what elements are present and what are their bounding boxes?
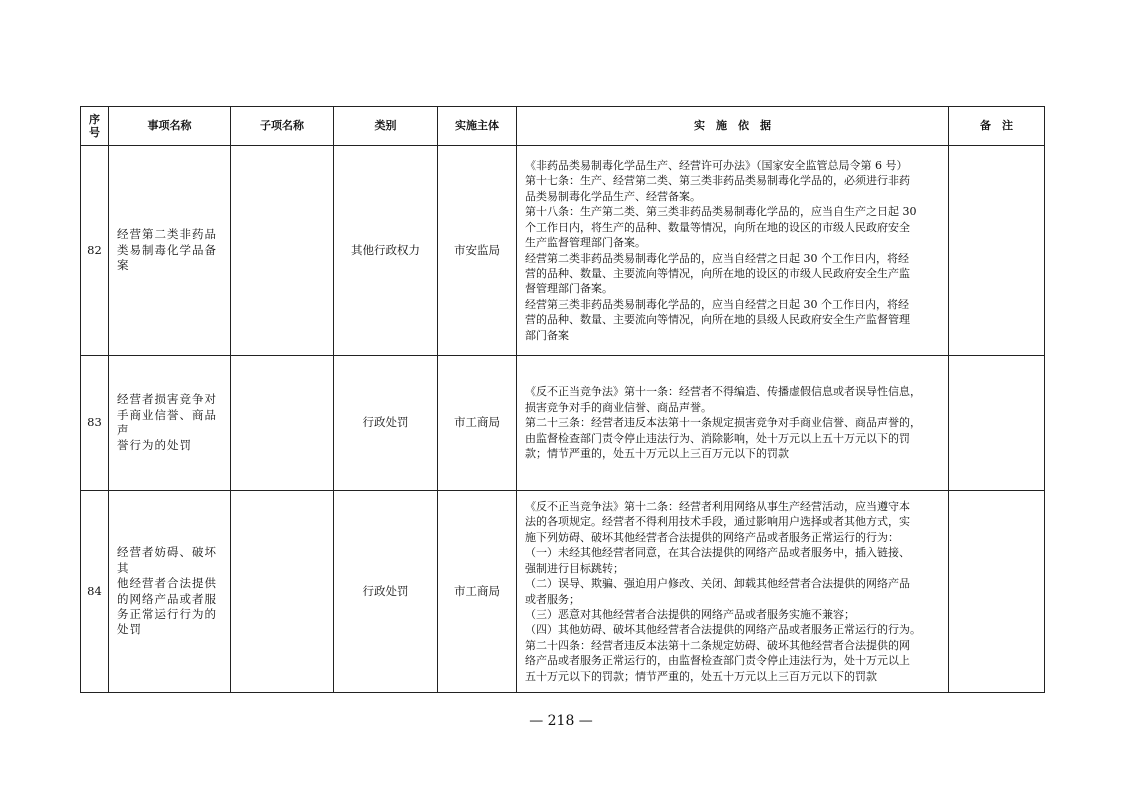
- row-basis: 《非药品类易制毒化学品生产、经营许可办法》（国家安全监管总局令第 6 号） 第十七条：生产、经营第二类、第三类非药品类易制毒化学品的，必须进行非药 品类易制毒化学品生产、经营备案。 第十八条：生产第二类、第三类非药品类易制毒化学品的，应当自生产之日起 30 个工作日内，将生产的品种、数量等情况，向所在地的设区的市级人民政府安全 生产监督管理部门备案。 经营第二类非药品类易制毒化学品的，应当自经营之日起 30 个工作日内，将经 营的品种、数量、主要流向等情况，向所在地的设区的市级人民政府安全生产监 督管理部门备案。 经营第三类非药品类易制毒化学品的，应当自经营之日起 30 个工作日内，将经 营的品种、数量、主要流向等情况，向所在地的县级人民政府安全生产监督管理 部门备案: [517, 146, 949, 356]
- row-agency: 市工商局: [438, 491, 517, 693]
- row-sub-item: [231, 146, 334, 356]
- table-row: [81, 356, 1045, 491]
- row-sub-item: [231, 491, 334, 693]
- items-table: [80, 106, 1045, 693]
- row-item-name: 经营者妨碍、破坏其 他经营者合法提供 的网络产品或者服 务正常运行行为的 处罚: [109, 491, 231, 693]
- row-sub-item: [231, 356, 334, 491]
- row-item-name: 经营第二类非药品 类易制毒化学品备 案: [109, 146, 231, 356]
- header-item-name: 事项名称: [109, 107, 231, 146]
- header-basis: 实 施 依 据: [517, 107, 949, 146]
- row-type: 其他行政权力: [334, 146, 438, 356]
- row-agency: 市安监局: [438, 146, 517, 356]
- table-row: [81, 491, 1045, 693]
- row-type: 行政处罚: [334, 356, 438, 491]
- header-type: 类别: [334, 107, 438, 146]
- header-agency: 实施主体: [438, 107, 517, 146]
- row-seq: 83: [81, 356, 109, 491]
- header-note: 备 注: [949, 107, 1045, 146]
- header-seq: 序 号: [81, 107, 109, 146]
- table-header-row: [81, 107, 1045, 146]
- page-number: — 218 —: [529, 713, 593, 729]
- row-note: [949, 356, 1045, 491]
- row-basis: 《反不正当竞争法》第十二条：经营者利用网络从事生产经营活动，应当遵守本 法的各项规定。经营者不得利用技术手段，通过影响用户选择或者其他方式，实 施下列妨碍、破坏其他经营者合法提供的网络产品或者服务正常运行的行为： （一）未经其他经营者同意，在其合法提供的网络产品或者服务中，插入链接、 强制进行目标跳转； （二）误导、欺骗、强迫用户修改、关闭、卸载其他经营者合法提供的网络产品 或者服务； （三）恶意对其他经营者合法提供的网络产品或者服务实施不兼容； （四）其他妨碍、破坏其他经营者合法提供的网络产品或者服务正常运行的行为。 第二十四条：经营者违反本法第十二条规定妨碍、破坏其他经营者合法提供的网 络产品或者服务正常运行的，由监督检查部门责令停止违法行为，处十万元以上 五十万元以下的罚款；情节严重的，处五十万元以上三百万元以下的罚款: [517, 491, 949, 693]
- row-type: 行政处罚: [334, 491, 438, 693]
- row-note: [949, 491, 1045, 693]
- row-item-name: 经营者损害竞争对 手商业信誉、商品声 誉行为的处罚: [109, 356, 231, 491]
- row-basis: 《反不正当竞争法》第十一条：经营者不得编造、传播虚假信息或者误导性信息， 损害竞争对手的商业信誉、商品声誉。 第二十三条：经营者违反本法第十一条规定损害竞争对手商业信誉、商品声誉的， 由监督检查部门责令停止违法行为、消除影响，处十万元以上五十万元以下的罚 款；情节严重的，处五十万元以上三百万元以下的罚款: [517, 356, 949, 491]
- row-seq: 82: [81, 146, 109, 356]
- header-sub-item: 子项名称: [231, 107, 334, 146]
- row-note: [949, 146, 1045, 356]
- row-seq: 84: [81, 491, 109, 693]
- table-row: [81, 146, 1045, 356]
- row-agency: 市工商局: [438, 356, 517, 491]
